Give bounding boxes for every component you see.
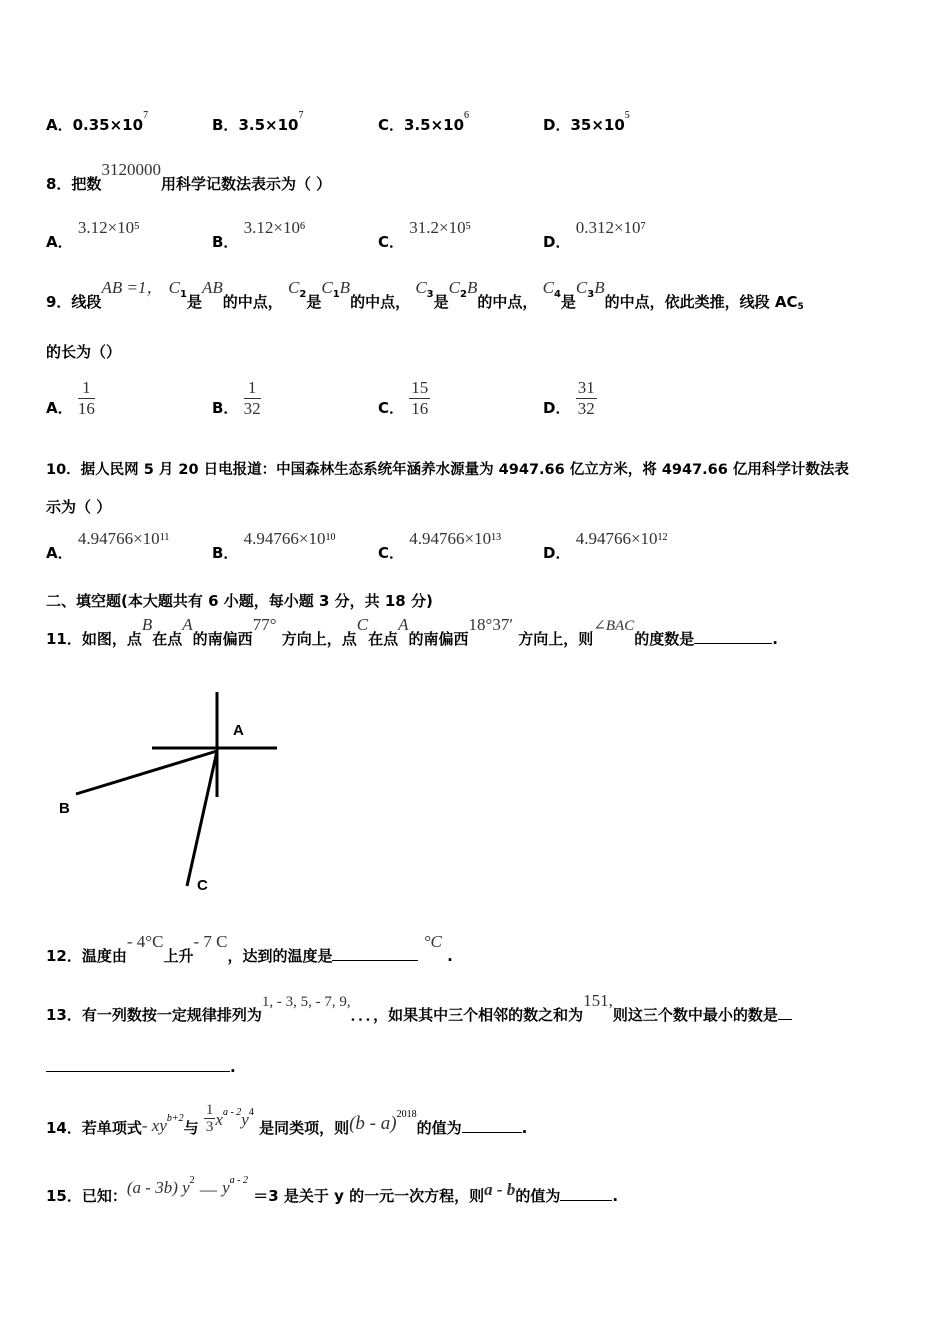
q14-answer-blank[interactable] — [462, 1117, 522, 1133]
q9-option-a: A． $\frac{1}{16}$ — [46, 378, 95, 418]
q10-option-d: D． $4.94766\times 10^{12}$ — [543, 529, 668, 562]
q10-option-b: B． $4.94766\times 10^{10}$ — [212, 529, 336, 562]
label-b: B — [59, 800, 70, 817]
q7-option-a: A．$0.35\times 10^7$ — [46, 110, 149, 134]
q13-answer-blank[interactable] — [778, 1004, 792, 1020]
label-a: A — [233, 722, 244, 739]
q13-stem: 13．有一列数按一定规律排列为1, - 3, 5, - 7, 9,．．．，如果其中三个相邻的数之和为151,则这三个数中最小的数是 — [46, 1004, 792, 1026]
q12-answer-blank[interactable] — [332, 945, 418, 961]
q13-line2: . — [46, 1056, 236, 1077]
q14-stem: 14．若单项式- $xy^{b+2}$与 $\frac{1}{3}$ $x^{a - 2}y^4$ 是同类项，则(b - a)$^{2018}$的值为 . — [46, 1102, 528, 1137]
section-heading-fill-in: 二、填空题(本大题共有 6 小题，每小题 3 分，共 18 分) — [46, 592, 433, 610]
q12-stem: 12．温度由- 4°C上升- 7 C，达到的温度是 °C . — [46, 932, 453, 965]
q11-stem: 11．如图，点B在点A的南偏西77° 方向上，点C在点A的南偏西18°37′ 方向上，则∠BAC的度数是 . — [46, 615, 778, 648]
q9-stem: 9．线段AB =1， $C^1$是AB的中点， $C^2$是$C^1B$的中点， $C^3$是$C^2B$的中点， $C^4$是$C^3B$的中点，依此类推，线段 AC5 — [46, 278, 804, 312]
q15-answer-blank[interactable] — [560, 1185, 612, 1201]
q15-stem: 15．已知：(a - 3b) $y^2$ — $y^{a - 2} =3$ 是关于 y 的一元一次方程，则a - b的值为 . — [46, 1175, 619, 1205]
q7-option-b: B．$3.5\times 10^7$ — [212, 110, 304, 134]
q8-option-c: C． $31.2\times 10^5$ — [378, 218, 471, 251]
q13-answer-blank-2[interactable] — [46, 1056, 230, 1072]
q11-figure — [50, 685, 290, 895]
q9-option-d: D． $\frac{31}{32}$ — [543, 378, 595, 418]
ray-ac — [187, 751, 217, 886]
label-c: C — [197, 877, 208, 894]
q8-option-d: D． $0.312\times 10^7$ — [543, 218, 646, 251]
q8-option-a: A． $3.12\times 10^5$ — [46, 218, 140, 251]
q8-stem: 8．把数3120000用科学记数法表示为（ ） — [46, 160, 332, 193]
q10-option-a: A． $4.94766\times 10^{11}$ — [46, 529, 170, 562]
q9-stem-line2: 的长为（） — [46, 343, 122, 361]
q9-option-c: C． $\frac{15}{16}$ — [378, 378, 429, 418]
q10-option-c: C． $4.94766\times 10^{13}$ — [378, 529, 502, 562]
q7-option-c: C．$3.5\times 10^6$ — [378, 110, 470, 134]
ray-ab — [76, 751, 217, 794]
q7-option-d: D．$35\times 10^5$ — [543, 110, 630, 134]
q8-option-b: B． $3.12\times 10^6$ — [212, 218, 306, 251]
q9-option-b: B． $\frac{1}{32}$ — [212, 378, 261, 418]
q10-stem-line2: 示为（ ） — [46, 498, 112, 516]
q11-answer-blank[interactable] — [694, 628, 772, 644]
q10-stem: 10．据人民网 5 月 20 日电报道：中国森林生态系统年涵养水源量为 4947.66 亿立方米，将 4947.66 亿用科学计数法表 — [46, 462, 849, 478]
